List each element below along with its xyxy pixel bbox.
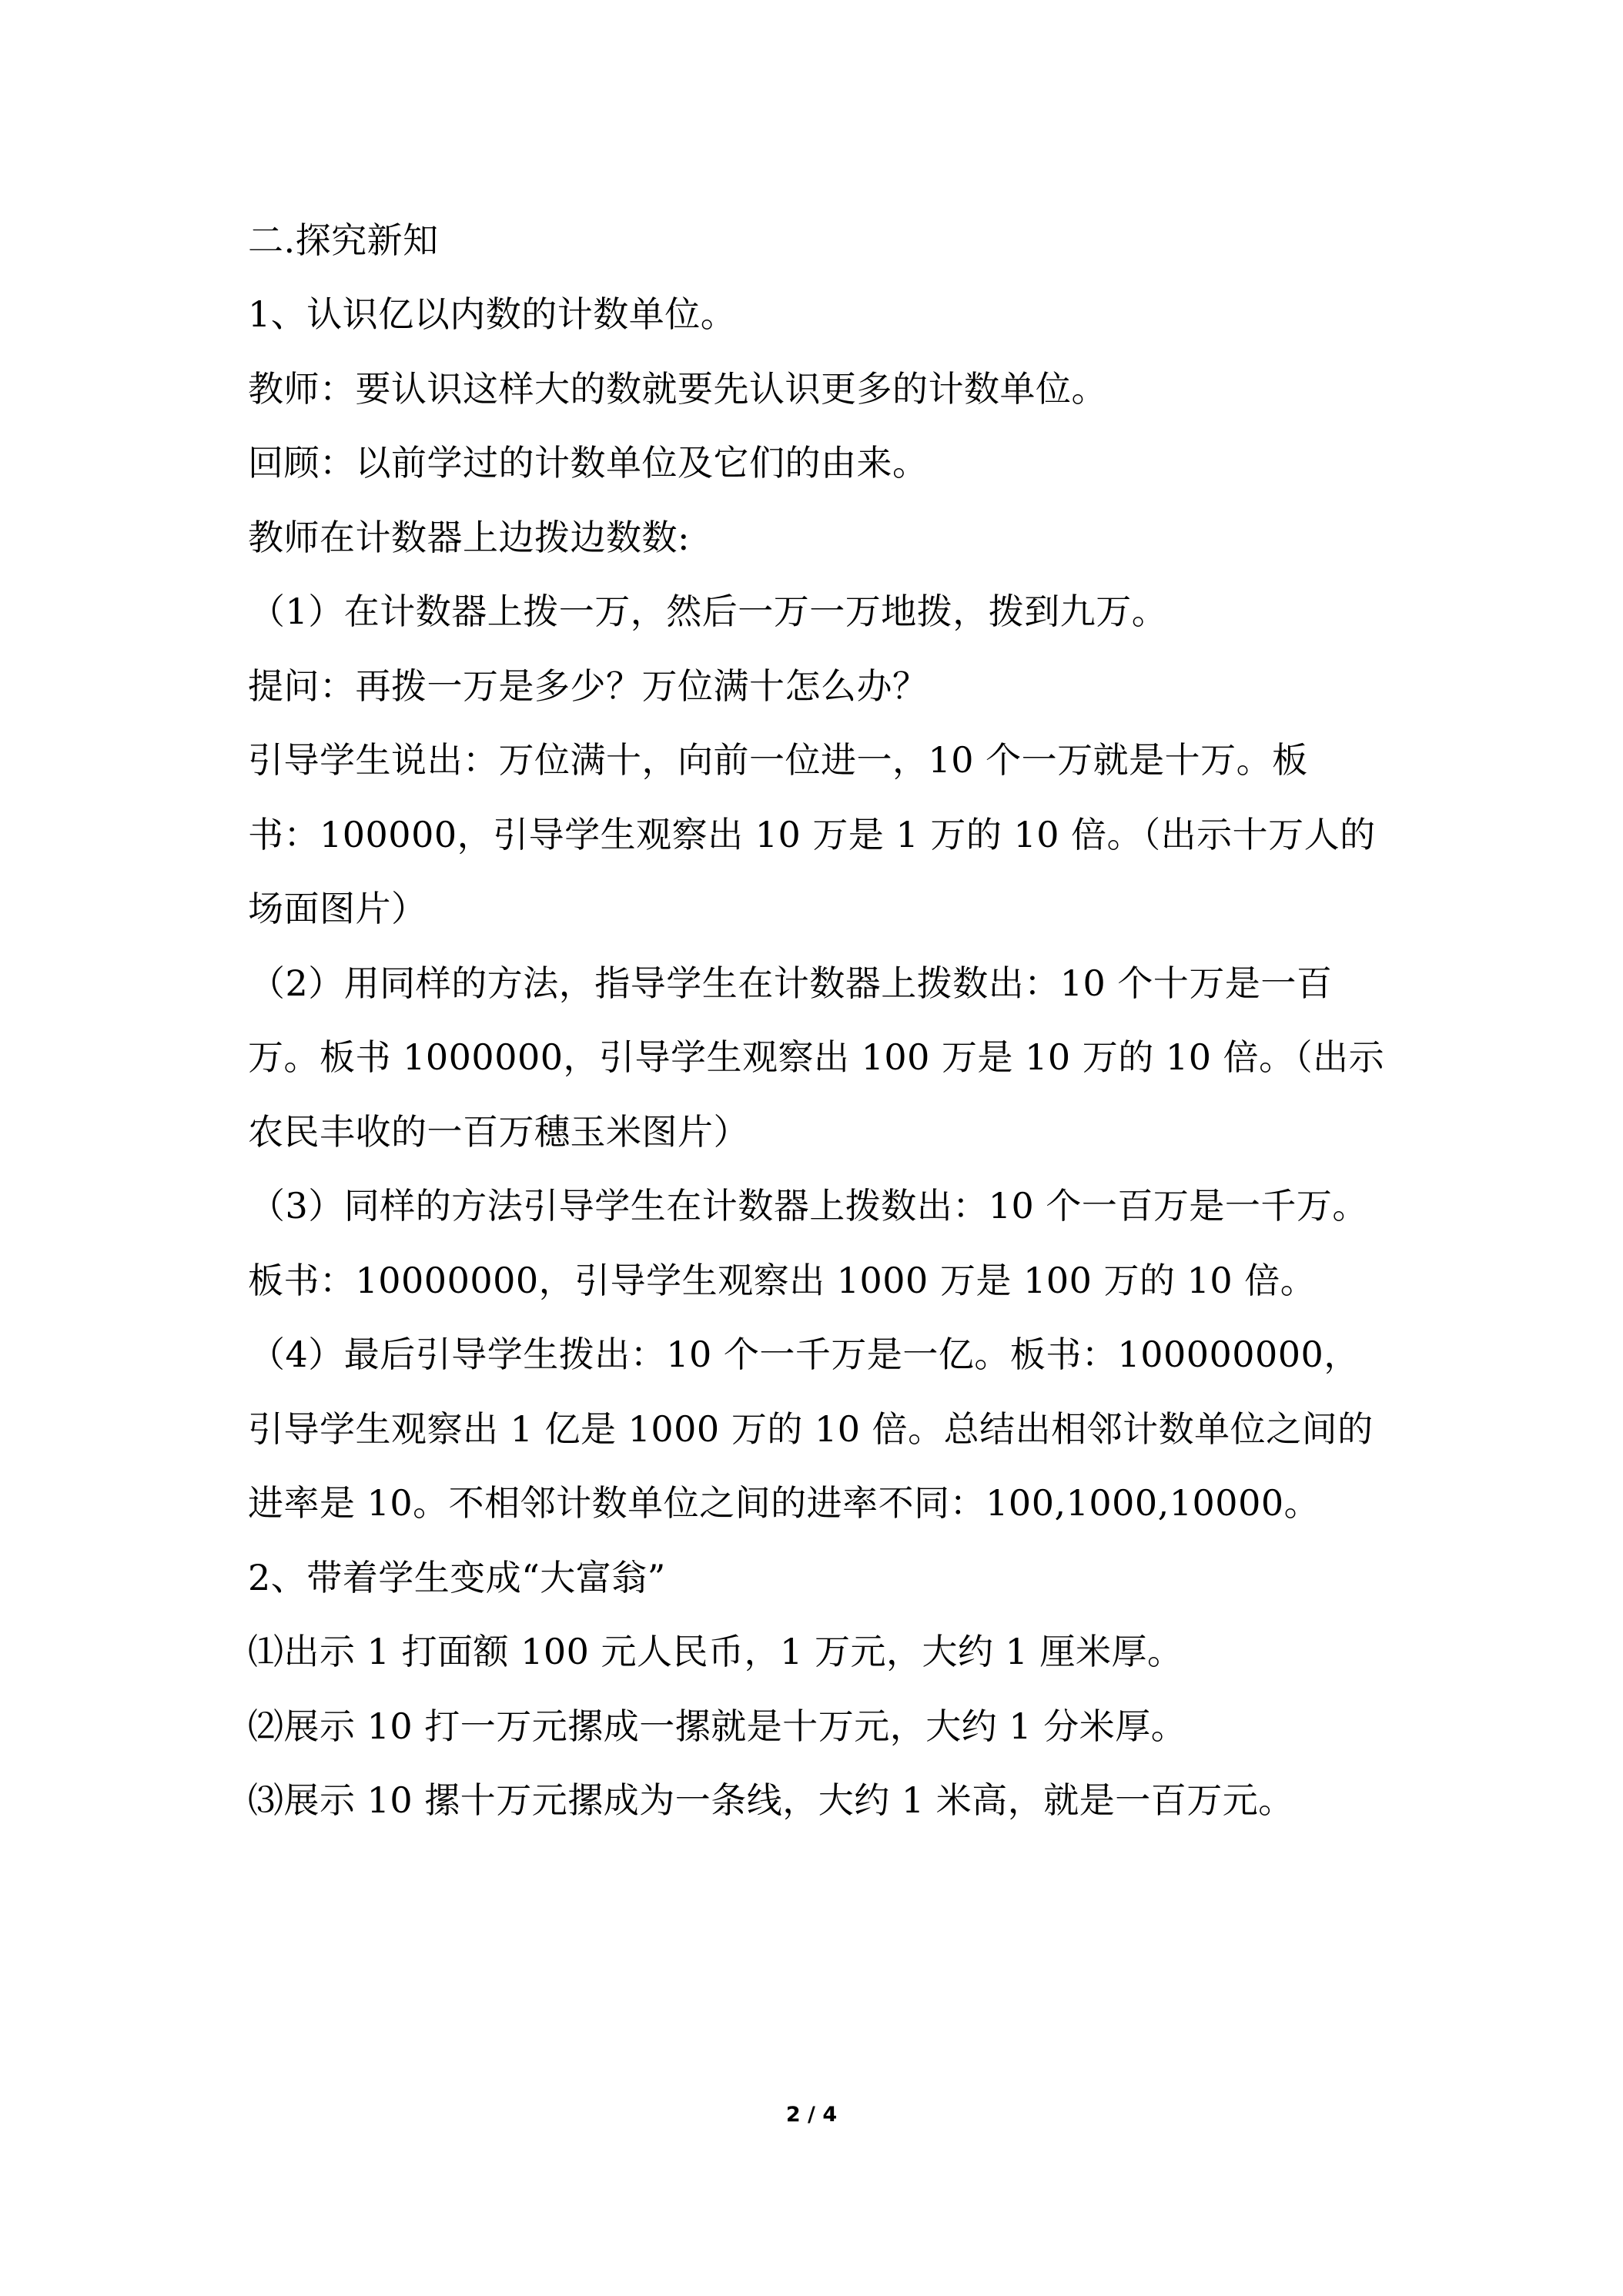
- paragraph-line: ⑵展示 10 打一万元摞成一摞就是十万元，大约 1 分米厚。: [248, 1705, 1187, 1747]
- paragraph-line: （4）最后引导学生拨出：10 个一千万是一亿。板书：100000000，: [249, 1334, 1360, 1375]
- paragraph-line: 万。板书 1000000，引导学生观察出 100 万是 10 万的 10 倍。（出示: [248, 1036, 1385, 1078]
- paragraph-line: 农民丰收的一百万穗玉米图片）: [248, 1111, 749, 1153]
- section-heading: 二.探究新知: [248, 219, 439, 261]
- paragraph-line: 板书：10000000，引导学生观察出 1000 万是 100 万的 10 倍。: [248, 1260, 1317, 1301]
- subsection-heading: 2、带着学生变成“大富翁”: [248, 1557, 666, 1598]
- paragraph-line: ⑶展示 10 摞十万元摞成为一条线，大约 1 米高，就是一百万元。: [248, 1779, 1294, 1821]
- paragraph-line: 回顾：以前学过的计数单位及它们的由来。: [248, 442, 929, 484]
- paragraph-line: （3）同样的方法引导学生在计数器上拨数出：10 个一百万是一千万。: [249, 1185, 1368, 1227]
- page-number: 2 / 4: [785, 2103, 838, 2127]
- subsection-heading: 1、认识亿以内数的计数单位。: [248, 293, 737, 335]
- paragraph-line: 教师在计数器上边拨边数数:: [248, 517, 690, 558]
- paragraph-line: 场面图片）: [248, 888, 427, 929]
- paragraph-line: 教师：要认识这样大的数就要先认识更多的计数单位。: [248, 368, 1107, 410]
- paragraph-line: 提问：再拨一万是多少？万位满十怎么办？: [248, 665, 929, 707]
- paragraph-line: （2）用同样的方法，指导学生在计数器上拨数出：10 个十万是一百: [249, 962, 1333, 1004]
- paragraph-line: ⑴出示 1 打面额 100 元人民币，1 万元，大约 1 厘米厚。: [248, 1631, 1183, 1672]
- paragraph-line: 引导学生观察出 1 亿是 1000 万的 10 倍。总结出相邻计数单位之间的: [248, 1408, 1374, 1450]
- paragraph-line: （1）在计数器上拨一万，然后一万一万地拨，拨到九万。: [249, 591, 1168, 632]
- paragraph-line: 进率是 10。不相邻计数单位之间的进率不同：100,1000,10000。: [248, 1482, 1320, 1524]
- paragraph-line: 引导学生说出：万位满十，向前一位进一，10 个一万就是十万。板: [248, 739, 1308, 781]
- paragraph-line: 书：100000，引导学生观察出 10 万是 1 万的 10 倍。（出示十万人的: [248, 814, 1376, 855]
